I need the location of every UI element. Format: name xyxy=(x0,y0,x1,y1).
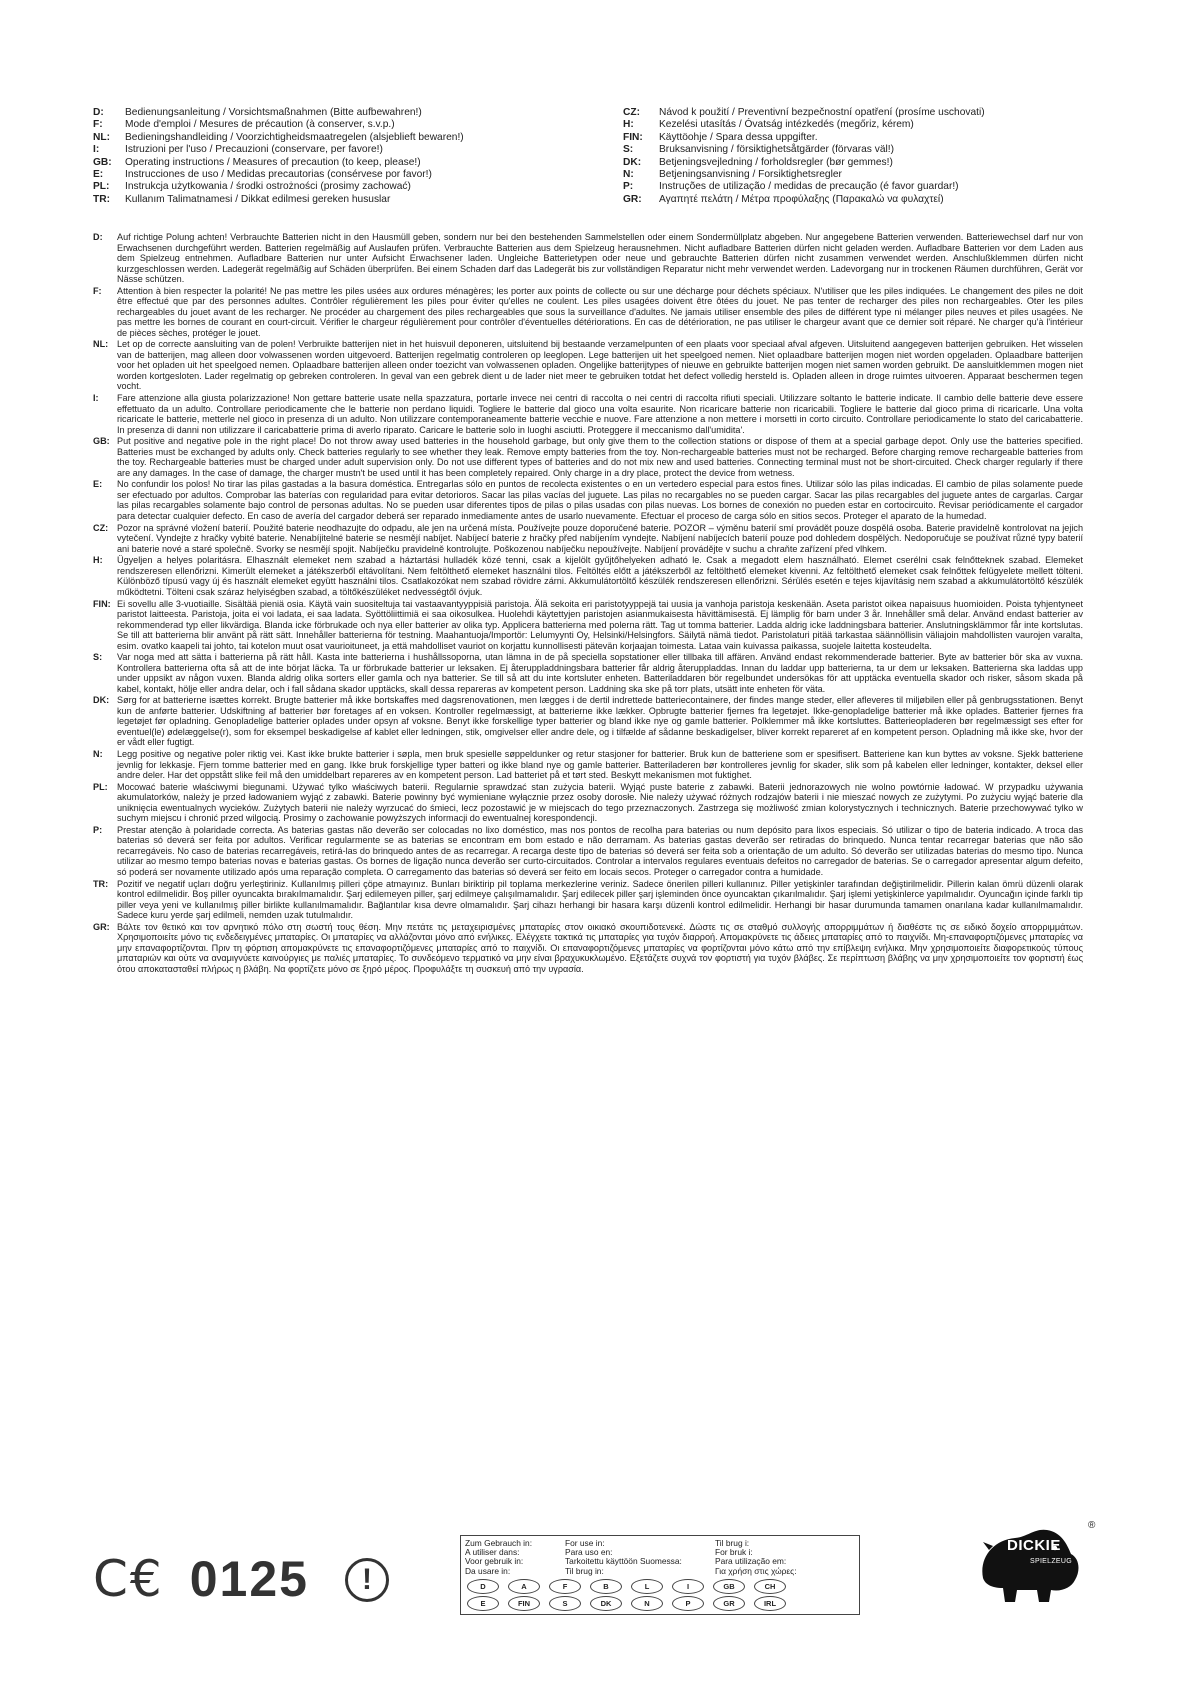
ce-marking xyxy=(93,1550,309,1608)
language-code: I: xyxy=(93,144,100,156)
paragraph-text: Ei sovellu alle 3-vuotiaille. Sisältää pieniä osia. Käytä vain suositeltuja tai vastaavantyyppisiä paristoja. Älä sekoita eri paristotyyppejä tai uusia ja vanhoja paristoja keskenään. Aseta paristot oikea napaisuus huomioiden. Poista tyhjentyneet paristot laitteesta. Paristoja, joita ei voi ladata, ei saa ladata. Syöttöliittimiä ei saa oikosulkea. Huolehdi käytettyjen paristojen asianmukaisesta hävittämisestä. Ej lämplig för barn under 3 år. Innehåller små delar. Använd endast batterier av rekommenderad typ eller likvärdiga. Blanda icke förbrukade och nya eller batterier av olika typ. Applicera batterierna med polerna rätt. Tag ut tomma batterier. Ladda aldrig icke laddningsbara batterier. Anslutningsklämmor får inte kortslutas. Se till att batterierna blir använt på rätt sätt. Innehåller batterierna för testning. Maahantuoja/Importör: Lelumyynti Oy, Helsinki/Helsingfors. Säilytä nämä tiedot. Paristolaturi pitää tarkastaa säännöllisin väliajoin mahdollisten vaurojen varalta, esim. ovatko kaapeli tai johto, tai kotelon muut osat vaurioituneet, ja että mahdolliset vauriot on korjattu kunnollisesti pätevän korjaajan toimesta. Lataa vain kuivassa paikassa, suojele laitetta kosteudelta. xyxy=(117,598,1083,651)
header-language-row xyxy=(623,194,1093,206)
country-badge: B xyxy=(590,1579,622,1594)
paragraph-language-code: FIN: xyxy=(93,598,111,609)
instruction-paragraph xyxy=(93,825,1083,878)
country-badge: E xyxy=(467,1596,499,1611)
paragraph-text: Attention à bien respecter la polarité! Ne pas mettre les piles usées aux ordures ménagères; les porter aux points de collecte ou sur une décharge pour déchets spéciaux. N'utiliser que les piles indiquées. Le changement des piles ne doit être effectué que par des personnes adultes. Contrôler régulièrement les piles pour éviter qu'elles ne coulent. Les piles usagées doivent être ôtées du jouet. Ne pas tenter de recharger des piles non rechargeables. Oter les piles rechargeables du jouet avant de les recharger. Ne procéder au chargement des piles rechargeables que sous la surveillance d'adultes. Ne jamais utiliser ensemble des piles de différent type ni mélanger piles neuves et piles usagées. Ne pas mettre les bornes de courant en court-circuit. Vérifier le chargeur régulièrement pour contrôler d'éventuelles détériorations. En cas de détérioration, ne pas utiliser le chargeur avant que ce dernier soit réparé. Ne charger qu'à l'intérieur de pièces sèches, protéger le jouet. xyxy=(117,285,1083,338)
instruction-paragraph xyxy=(93,232,1083,285)
header-language-row xyxy=(623,132,1093,144)
paragraph-text: Let op de correcte aansluiting van de polen! Verbruikte batterijen niet in het huisvuil deponeren, uitsluitend bij bestaande verzamelpunten of een plaats voor speciaal afval afgeven. Uitsluitend aangegeven batterijen gebruiken. Het wisselen van de batterijen, mag alleen door volwassenen worden uitgevoerd. Batterijen regelmatig controleren op leeglopen. Lege batterijen uit het speelgoed nemen. Niet oplaadbare batterijen mogen niet worden opgeladen. Oplaadbare batterijen voor het opladen uit het speelgoed nemen. Oplaadbare batterijen alleen onder toezicht van volwassenen opladen. Ongelijke batterijtypes of nieuwe en gebruikte batterijen mogen niet samen worden gebruikt. De aansluitklemmen mogen niet worden kortgesloten. Lader regelmatig op gebreken controleren. In geval van een gebrek dient u de lader niet meer te gebruiken totdat het defect volledig hersteld is. Opladen alleen in droge ruimtes uitvoeren. Apparaat beschermen tegen vocht. xyxy=(117,339,1083,392)
header-language-row xyxy=(623,157,1093,169)
country-badge: GB xyxy=(713,1579,745,1594)
header-language-row xyxy=(93,181,593,193)
header-language-row xyxy=(623,181,1093,193)
language-title: Instrucciones de uso / Medidas precautorias (consérvese por favor!) xyxy=(125,169,432,181)
instruction-paragraph xyxy=(93,599,1083,652)
language-title: Návod k použití / Preventivní bezpečnostní opatření (prosíme uschovati) xyxy=(659,107,985,118)
header-language-row xyxy=(93,144,593,156)
language-title: Instrukcja użytkowania / środki ostrożności (prosimy zachować) xyxy=(125,181,411,193)
usage-label: Για χρήση στις χώρες: xyxy=(715,1565,797,1576)
header-language-row xyxy=(93,169,593,181)
paragraph-text: Pozitif ve negatif uçları doğru yerleştiriniz. Kullanılmış pilleri çöpe atmayınız. Bunları biriktirip pil toplama merkezlerine veriniz. Sadece önerilen pilleri kullanınız. Piller yetişkinler tarafından değiştirilmelidir. Pillerin kalan ömrü düzenli olarak kontrol edilmelidir. Boş piller oyuncakta bırakılmamalıdır. Şarj edilemeyen piller, şarj edilmeye çalışılmamalıdır. Şarj edilecek piller şarj işleminden önce oyuncaktan çıkarılmalıdır. Şarj işlemi yetişkinlerce yapılmalıdır. Oyuncağın içinde farklı tip piller veya yeni ve kullanılmış piller birlikte kullanılmamalıdır. Bağlantılar kısa devre olmamalıdır. Şarj cihazı herhangi bir hasara karşı düzenli kontrol edilmelidir. Herhangi bir hasar durumunda tamamen onarılana kadar kullanılmamalıdır. Sadece kuru yerde şarj edilmeli, nemden uzak tutulmalıdır. xyxy=(117,878,1083,921)
language-code: D: xyxy=(93,107,104,118)
header-languages-left xyxy=(93,107,593,206)
language-code: GR: xyxy=(623,193,642,205)
country-badge: FIN xyxy=(508,1596,540,1611)
header-language-row xyxy=(623,107,1093,119)
instruction-paragraph xyxy=(93,555,1083,597)
header-languages-right xyxy=(623,107,1093,206)
language-code: F: xyxy=(93,119,103,131)
country-badge: D xyxy=(467,1579,499,1594)
paragraph-text: Put positive and negative pole in the right place! Do not throw away used batteries in the household garbage, but only give them to the collection stations or dispose of them at a special garbage depot. Only use the batteries specified. Batteries must be exchanged by adults only. Check batteries regularly to see whether they leak. Remove empty batteries from the toy. Non-rechargeable batteries must not be recharged. Before charging remove rechargeable batteries from the toy. Rechargeable batteries must be charged under adult supervision only. Do not use different types of batteries and do not mix new and used batteries. Connecting terminal must not be short-circuited. Check charger regularly if there are any damages. In the case of damage, the charger mustn't be used until it has been completely repaired. Only charge in a dry place, protect the device from wetness. xyxy=(117,436,1083,478)
instruction-paragraph xyxy=(93,749,1083,781)
language-title: Käyttöohje / Spara dessa uppgifter. xyxy=(659,131,818,143)
usage-label: Voor gebruik in: xyxy=(465,1556,524,1567)
language-title: Istruzioni per l'uso / Precauzioni (conservare, per favore!) xyxy=(125,144,383,156)
country-badge: A xyxy=(508,1579,540,1594)
header-language-row xyxy=(93,194,593,206)
instruction-paragraph xyxy=(93,286,1083,339)
paragraph-text: Βάλτε τον θετικό και τον αρνητικό πόλο στη σωστή τους θέση. Μην πετάτε τις μεταχειρισμένες μπαταρίες στον οικιακό σκουπιδοτενεκέ. Δώστε τις σε σταθμό συλλογής απορριμμάτων ή διαθέστε τις σε ειδικό δοχείο απορριμμάτων. Χρησιμοποιείτε μόνο τις ενδεδειγμένες μπαταρίες. Οι μπαταρίες να αλλάζονται μόνο από ενήλικες. Ελέγχετε τακτικά τις μπαταρίες για τυχόν διαρροή. Απομακρύνετε τις άδειες μπαταρίες από το παιχνίδι. Μη-επαναφορτιζόμενες μπαταρίες να μην επαναφορτίζονται. Πριν τη φόρτιση απομακρύνετε τις επαναφορτιζόμενες μπαταρίες από το παιχνίδι. Οι επαναφορτιζόμενες μπαταρίες να φορτίζονται μόνο κάτω από την επίβλεψη ενήλικα. Μην χρησιμοποιείτε διαφορετικούς τύπους μπαταριών και ούτε να αναμιγνύετε καινούργιες με παλιές μπαταρίες. Το συνδεόμενο τερματικό να μην είναι βραχυκυκλωμένο. Εξετάζετε συχνά τον φορτιστή για τυχόν βλάβες. Σε περίπτωση βλάβης να μην χρησιμοποιείτε τον φορτιστή έως ότου αποκατασταθεί πλήρως η βλάβη. Να φορτίζετε μόνο σε ξηρό μέρος. Προφυλάξτε τη συσκευή από την υγρασία. xyxy=(117,921,1083,974)
header-language-row xyxy=(93,157,593,169)
country-badge: IRL xyxy=(754,1596,786,1611)
paragraph-text: Fare attenzione alla giusta polarizzazione! Non gettare batterie usate nella spazzatura, portarle invece nei centri di raccolta o nei centri di raccolta rifiuti speciali. Utilizzare soltanto le batterie indicate. Il cambio delle batterie deve essere effettuato da un adulto. Controllare periodicamente che le batterie non perdano liquidi. Togliere le batterie dal gioco una volta esaurite. Non ricaricare batterie non ricaricabili. Togliere le batterie dal gioco prima di ricaricarle. Una volta ricaricate le batterie, metterle nel gioco in presenza di un adulto. Non utilizzare contemporaneamente batterie vecchie e nuove. Fare attenzione a non mettere i morsetti in corto circuito. Controllare periodicamente lo stato del caricabatterie. In presenza di danni non utilizzare il caricabatterie prima di averlo riparato. Caricare le batterie solo in luoghi asciutti. Proteggere il meccanismo dall'umidita'. xyxy=(117,393,1083,435)
language-title: Instruções de utilização / medidas de precaução (é favor guardar!) xyxy=(659,181,959,193)
country-badge: I xyxy=(672,1579,704,1594)
paragraph-language-code: PL: xyxy=(93,781,108,792)
instruction-paragraph xyxy=(93,695,1083,748)
paragraph-language-code: NL: xyxy=(93,339,109,350)
usage-label: For use in: xyxy=(565,1538,605,1548)
country-badges-row-1 xyxy=(465,1579,855,1594)
country-badge: N xyxy=(631,1596,663,1611)
usage-label: For bruk i: xyxy=(715,1547,753,1558)
language-code: GB: xyxy=(93,156,112,168)
country-badge: GR xyxy=(713,1596,745,1611)
paragraph-text: Mocować baterie właściwymi biegunami. Używać tylko właściwych baterii. Regularnie sprawdzać stan zużycia baterii. Wyjąć puste baterie z zabawki. Baterii jednorazowych nie wolno powtórnie ładować. W przypadku używania akumulatorków, należy je przed ładowaniem wyjąć z zabawki. Baterie powinny być wymieniane wyłącznie przez osoby dorosłe. Nie należy używać różnych rodzajów baterii i nie mieszać nowych ze zużytymi. Po zużyciu wyjąć baterie dla uniknięcia ewentualnych wycieków. Zużytych baterii nie należy wyrzucać do śmieci, lecz pozostawić je w miejscach do tego przeznaczonych. Zastrzega się możliwość zmian kolorystycznych i technicznych. Baterie przechowywać tylko w suchym miejscu i chronić przed wilgocią. Prosimy o zachowanie powyższych informacji do ewentualnej korespondencji. xyxy=(117,781,1083,824)
paragraph-text: Ügyeljen a helyes polaritásra. Elhasznált elemeket nem szabad a háztartási hulladék közé tenni, csak a kijelölt gyűjtőhelyeken adható le. Csak a megadott elem használható. Elemet cserélni csak felnőtteknek szabad. Elemeket rendszeresen ellenőrizni. Kimerült elemeket a játékszerből eltávolítani. Nem feltölthető elemeket használni tilos. Feltöltés előtt a játékszerből az feltölthető elemeket kivenni. Az feltölthető elemeket csak felnőttek felügyelete mellett tölteni. Különböző típusú vagy új és használt elemeket együtt használni tilos. Csatlakozókat nem szabad rövidre zárni. Akkumulátortöltő készülék rendszeresen ellenőrizni. Sérülés esetén e tejes kijavításig nem szabad a akkumulátortöltő készülék működtetni. Tölteni csak száraz helyiségben szabad, a töltőkészüléket nedvességtől óvjuk. xyxy=(117,555,1083,597)
paragraph-text: No confundir los polos! No tirar las pilas gastadas a la basura doméstica. Entregarlas sólo en puntos de recolecta existentes o en un vertedero especial para estos fines. Utilizar sólo las pilas indicadas. El cambio de pilas solamente puede ser efectuado por adultos. Comprobar las baterías con regularidad para evitar detorioros. Sacar las pilas vacías del juguete. Las pilas no recargables no se pueden cargar. Sacar las pilas recargables del juguete antes de cargarlas. Cargar las pilas recargables solamente bajo control de personas adultas. No se pueden usar diferentes tipos de pilas o pilas usadas con pilas nuevas. Los bornes de conexión no pueden estar en cortocircuito. Revisar periódicamente el cargador para detectar cualquier defecto. En caso de avería del cargador deberá ser reparado inmediamente antes de usarlo nuevamente. Efectuar el proceso de carga sólo en sitios secos. Proteger el aparato de la humedad. xyxy=(117,479,1083,521)
usage-label: Zum Gebrauch in: xyxy=(465,1538,533,1548)
country-badges-row-2 xyxy=(465,1596,855,1611)
country-badge: F xyxy=(549,1579,581,1594)
paragraph-language-code: TR: xyxy=(93,878,109,889)
header-language-row xyxy=(93,132,593,144)
instruction-paragraph xyxy=(93,393,1083,435)
usage-column-3 xyxy=(715,1539,855,1576)
paragraph-language-code: N: xyxy=(93,749,103,760)
paragraph-language-code: D: xyxy=(93,232,103,242)
usage-label: Para uso en: xyxy=(565,1547,613,1558)
language-code: FIN: xyxy=(623,131,643,143)
language-code: P: xyxy=(623,181,634,193)
paragraph-language-code: F: xyxy=(93,285,102,296)
country-badge: DK xyxy=(590,1596,622,1611)
language-title: Operating instructions / Measures of precaution (to keep, please!) xyxy=(125,156,421,168)
usage-label: Til brug in: xyxy=(565,1565,604,1576)
ce-mark: C€ xyxy=(93,1550,164,1608)
language-title: Kezelési utasítás / Óvatság intézkedés (megőriz, kérem) xyxy=(659,119,914,131)
alert-icon xyxy=(345,1558,389,1602)
paragraph-text: Sørg for at batterierne isættes korrekt. Brugte batterier må ikke bortskaffes med dagsrenovationen, men lægges i de dertil indrettede batteriecontainere, der findes mange steder, eller afleveres til miljøbilen eller på genbrugsstationen. Benyt kun de anførte batterier. Udskiftning af batterier bør foretages af en voksen. Kontroller regelmæssigt, at batterierne ikke lækker. Opbrugte batterier fjernes fra legetøjet. Ikke-genopladelige batterier må ikke oplades. Batterier fjernes fra legetøjet før opladning. Genopladelige batterier oplades under opsyn af voksne. Benyt ikke forskellige typer batterier og bland ikke nye og gamle batterier. Polklemmer må ikke kortsluttes. Batterieopladeren bør regelmæssigt ses efter for eventuel(le) ødelæggelse(r), som for eksempel beskadigelse af kablet eller ledningen, stik, omgivelser eller andre dele, og i tilfælde af sådanne beskadigelser, bliver korrekt repareret af en kompetent person. Opladning må ikke ske, hvor der er vådt eller fugtigt. xyxy=(117,695,1083,748)
language-code: S: xyxy=(623,144,634,156)
language-title: Kullanım Talimatnamesi / Dikkat edilmesi gereken hususlar xyxy=(125,193,391,205)
instruction-paragraph xyxy=(93,922,1083,975)
paragraph-text: Var noga med att sätta i batterierna på rätt håll. Kasta inte batterierna i hushållssoporna, utan lämna in de på speciella sopstationer eller tillbaka till affären. Använd endast rekommenderade batterier. Byte av batterier bör ska av vuxna. Kontrollera batterierna ofta så att de inte börjat läcka. Ta ur förbrukade batterier ur leksaken. Ej återuppladdningsbara batterier får aldrig återuppladdas. Innan du laddar upp batterierna, ta ur dem ur leksaken. Batterierna ska laddas upp under uppsikt av någon vuxen. Blanda aldrig olika sorters eller gamla och nya batterier. Se till så att du inte kortsluter enheten. Batteriladdaren bör regelbundet undersökas för att upptäcka eventuella skador och risker, såsom skada på kabel, kontakt, hölje eller andra delar, och i fall sådana skador upptäcks, skall dessa repareras av kompetent person. Laddning ska ske på torr plats, utsätt inte enheten för väta. xyxy=(117,652,1083,694)
notified-body-number: 0125 xyxy=(189,1551,309,1607)
usage-countries-box xyxy=(460,1535,860,1615)
language-title: Bruksanvisning / försiktighetsåtgärder (förvaras väl!) xyxy=(659,144,894,156)
usage-label: Tarkoitettu käyttöön Suomessa: xyxy=(565,1556,682,1567)
language-code: N: xyxy=(623,169,634,181)
usage-column-2 xyxy=(565,1539,715,1576)
header-language-row xyxy=(623,144,1093,156)
language-title: Bedieningshandleiding / Voorzichtigheidsmaatregelen (alsjeblieft bewaren!) xyxy=(125,131,464,143)
paragraph-language-code: E: xyxy=(93,479,103,490)
header-language-row xyxy=(623,169,1093,181)
usage-label: Da usare in: xyxy=(465,1565,511,1576)
paragraph-language-code: P: xyxy=(93,824,103,835)
paragraph-language-code: H: xyxy=(93,555,103,566)
instruction-paragraph xyxy=(93,879,1083,921)
country-badge: L xyxy=(631,1579,663,1594)
language-title: Mode d'emploi / Mesures de précaution (à conserver, s.v.p.) xyxy=(125,119,395,131)
language-code: CZ: xyxy=(623,107,640,118)
logo-name: DICKIE xyxy=(1007,1537,1061,1554)
header-language-row xyxy=(623,119,1093,131)
paragraph-language-code: GR: xyxy=(93,921,110,932)
language-title: Αγαπητέ πελάτη / Μέτρα προφύλαξης (Παρακαλώ να φυλαχτεί) xyxy=(659,193,944,205)
usage-label: A utiliser dans: xyxy=(465,1547,520,1558)
instruction-paragraph xyxy=(93,339,1083,392)
alert-symbol: ! xyxy=(362,1563,372,1596)
country-badge: S xyxy=(549,1596,581,1611)
paragraph-text: Pozor na správné vložení baterií. Použité baterie neodhazujte do odpadu, ale jen na určená místa. Používejte pouze doporučené baterie. POZOR – výměnu baterií smí provádět pouze dospělá osoba. Baterie pravidelně kontrolovat na jejich vytečení. Vyndejte z hračky vybité baterie. Nenabíjitelné baterie se nesmějí nabíjet. Nabíjecí baterie z hračky před nabíjením vyndejte. Nabíjení nabíjecích baterií pouze pod dohledem dospělých. Nedoporučuje se používat různé typy baterií ani baterie nové a staré společně. Svorky se nesmějí spojit. Nabíječku pravidelně kontrolujte. Poškozenou nabíječku nepoužívejte. Nabíjení provádějte v suchu a chraňte zařízení před vlhkem. xyxy=(117,522,1083,554)
country-badge: CH xyxy=(754,1579,786,1594)
paragraph-text: Auf richtige Polung achten! Verbrauchte Batterien nicht in den Hausmüll geben, sondern nur bei den bestehenden Sammelstellen oder einem Sondermüllplatz abgeben. Nur angegebene Batterien verwenden. Batteriewechsel darf nur von Erwachsenen durchgeführt werden. Batterien regelmäßig auf Auslaufen prüfen. Verbrauchte Batterien aus dem Spielzeug herausnehmen. Nicht aufladbare Batterien dürfen nicht geladen werden. Aufladbare Batterien vor dem Laden aus dem Spielzeug entnehmen. Aufladbare Batterien nur unter Aufsicht Erwachsener laden. Ungleiche Batterietypen oder neue und gebrauchte Batterien dürfen nicht zusammen verwendet werden. Anschlußklemmen dürfen nicht kurzgeschlossen werden. Ladegerät regelmäßig auf Schäden überprüfen. Bei einem Schaden darf das Ladegerät bis zur vollständigen Reparatur nicht mehr verwendet werden. Ladevorgang nur in trockenen Räumen durchführen, Gerät vor Nässe schützen. xyxy=(117,232,1083,284)
usage-label: Til brug i: xyxy=(715,1538,750,1548)
language-code: DK: xyxy=(623,156,642,168)
usage-columns xyxy=(465,1539,855,1576)
language-code: TR: xyxy=(93,193,110,205)
language-title: Betjeningsvejledning / forholdsregler (bør gemmes!) xyxy=(659,156,893,168)
header-language-row xyxy=(93,119,593,131)
instruction-paragraph xyxy=(93,479,1083,521)
dickie-logo-icon xyxy=(975,1520,1085,1610)
paragraph-text: Legg positive og negative poler riktig vei. Kast ikke brukte batterier i søpla, men bruk spesielle søppeldunker og retur stasjoner for batterier. Bruk kun de batteriene som er spesifisert. Batteriene kan kun byttes av voksne. Sjekk batteriene jevnlig for lekkasje. Fjern tomme batterier med en gang. Ikke bruk forskjellige typer batteri og ikke bland nye og gamle batterier. Batteriladeren bør kontrolleres jevnlig for skader, slik som på kabelen eller ledninger, kontakter, deksel eller andre deler. Har det oppstått slike feil må den umiddelbart repareres av en kompetent person. Lad batteriet på et tørt sted. Beskytt mekanismen mot fuktighet. xyxy=(117,749,1083,781)
paragraph-language-code: I: xyxy=(93,393,99,404)
instruction-paragraph xyxy=(93,436,1083,478)
instruction-paragraph xyxy=(93,782,1083,824)
language-code: PL: xyxy=(93,181,110,193)
paragraph-language-code: DK: xyxy=(93,695,110,706)
language-title: Betjeningsanvisning / Forsiktighetsregler xyxy=(659,169,842,181)
safety-instructions xyxy=(93,232,1083,976)
header-language-row xyxy=(93,107,593,119)
usage-label: Para utilização em: xyxy=(715,1556,787,1567)
paragraph-language-code: S: xyxy=(93,652,103,663)
registered-mark: ® xyxy=(1088,1520,1096,1531)
logo-subtitle: SPIELZEUG xyxy=(1030,1558,1072,1565)
instruction-paragraph xyxy=(93,523,1083,555)
paragraph-text: Prestar atenção à polaridade correcta. As baterias gastas não deverão ser colocadas no lixo doméstico, mas nos pontos de recolha para baterias ou num depósito para lixos especiais. Só utilizar o tipo de bateria indicado. A troca das baterias só deverá ser feita por adultos. Verificar regularmente se as baterias se encontram em bom estado e não derramam. As baterias gastas deverão ser retiradas do brinquedo. Nunca tentar recarregar baterias que não são recarregáveis. No caso de baterias recarregáveis, retirá-las do brinquedo antes de as recarregar. A recarga deste tipo de baterias só deverá ser feita sob a orientação de um adulto. Só deverão ser utilizadas baterias do mesmo tipo. Nunca utilizar ao mesmo tempo baterias novas e baterias gastas. Os bornes de ligação nunca deverão ser curto-circuitados. Controlar a intervalos regulares eventuais defeitos no carregador de baterias. Se o carregador apresentar algum defeito, só poderá ser novamente utilizado após uma reparação completa. O carregamento das baterias só deverá ser feito em locais secos. Proteger o carregador contra a humidade. xyxy=(117,824,1083,877)
language-title: Bedienungsanleitung / Vorsichtsmaßnahmen (Bitte aufbewahren!) xyxy=(125,107,422,118)
language-code: E: xyxy=(93,169,104,181)
instruction-paragraph xyxy=(93,652,1083,694)
paragraph-language-code: CZ: xyxy=(93,522,109,533)
paragraph-language-code: GB: xyxy=(93,436,110,447)
usage-column-1 xyxy=(465,1539,565,1576)
language-code: NL: xyxy=(93,131,110,143)
country-badge: P xyxy=(672,1596,704,1611)
language-code: H: xyxy=(623,119,634,131)
